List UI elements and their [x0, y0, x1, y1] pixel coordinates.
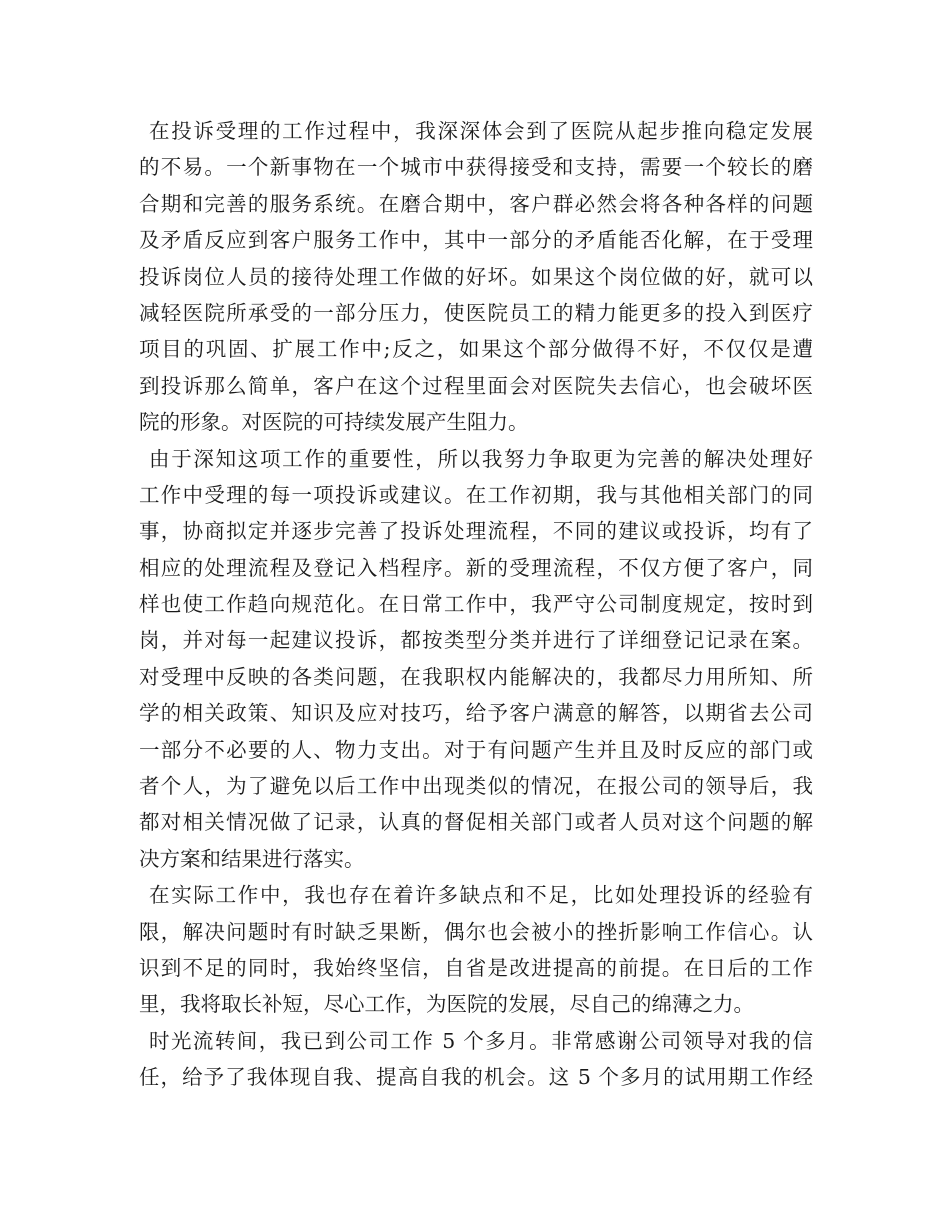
text-line: 工作中受理的每一项投诉或建议。在工作初期，我与其他相关部门的同	[139, 482, 813, 507]
text-line: 相应的处理流程及登记入档程序。新的受理流程，不仅方便了客户，同	[139, 555, 813, 580]
text-line: 项目的巩固、扩展工作中;反之，如果这个部分做得不好，不仅仅是遭	[139, 337, 813, 362]
text-line: 在实际工作中，我也存在着许多缺点和不足，比如处理投诉的经验有	[149, 883, 813, 908]
text-line: 识到不足的同时，我始终坚信，自省是改进提高的前提。在日后的工作	[139, 955, 813, 980]
text-line: 样也使工作趋向规范化。在日常工作中，我严守公司制度规定，按时到	[139, 592, 813, 617]
text-line: 合期和完善的服务系统。在磨合期中，客户群必然会将各种各样的问题	[139, 191, 813, 216]
text-line: 事，协商拟定并逐步完善了投诉处理流程，不同的建议或投诉，均有了	[139, 519, 813, 544]
paragraph-4	[139, 1023, 813, 1096]
text-line: 到投诉那么简单，客户在这个过程里面会对医院失去信心，也会破坏医	[139, 373, 813, 398]
text-line: 时光流转间，我已到公司工作 5 个多月。非常感谢公司领导对我的信	[149, 1028, 813, 1053]
paragraph-3	[139, 877, 813, 1023]
text-line: 任，给予了我体现自我、提高自我的机会。这 5 个多月的试用期工作经	[139, 1065, 813, 1090]
text-line: 岗，并对每一起建议投诉，都按类型分类并进行了详细登记记录在案。	[139, 628, 813, 653]
paragraph-1	[139, 113, 813, 441]
text-line: 学的相关政策、知识及应对技巧，给予客户满意的解答，以期省去公司	[139, 701, 813, 726]
text-line: 由于深知这项工作的重要性，所以我努力争取更为完善的解决处理好	[149, 446, 813, 471]
text-line: 限，解决问题时有时缺乏果断，偶尔也会被小的挫折影响工作信心。认	[139, 919, 813, 944]
text-line: 院的形象。对医院的可持续发展产生阻力。	[139, 410, 529, 435]
text-line: 里，我将取长补短，尽心工作，为医院的发展，尽自己的绵薄之力。	[139, 992, 754, 1017]
text-line: 都对相关情况做了记录，认真的督促相关部门或者人员对这个问题的解	[139, 810, 813, 835]
text-line: 者个人，为了避免以后工作中出现类似的情况，在报公司的领导后，我	[139, 774, 813, 799]
text-line: 投诉岗位人员的接待处理工作做的好坏。如果这个岗位做的好，就可以	[139, 264, 813, 289]
text-line: 对受理中反映的各类问题，在我职权内能解决的，我都尽力用所知、所	[139, 664, 813, 689]
text-line: 一部分不必要的人、物力支出。对于有问题产生并且及时反应的部门或	[139, 737, 813, 762]
text-line: 在投诉受理的工作过程中，我深深体会到了医院从起步推向稳定发展	[149, 119, 813, 143]
text-line: 减轻医院所承受的一部分压力，使医院员工的精力能更多的投入到医疗	[139, 300, 813, 325]
text-line: 及矛盾反应到客户服务工作中，其中一部分的矛盾能否化解，在于受理	[139, 228, 813, 253]
text-line: 的不易。一个新事物在一个城市中获得接受和支持，需要一个较长的磨	[139, 155, 813, 180]
paragraph-2	[139, 441, 813, 878]
document-body	[139, 113, 813, 1096]
text-line: 决方案和结果进行落实。	[139, 846, 365, 871]
